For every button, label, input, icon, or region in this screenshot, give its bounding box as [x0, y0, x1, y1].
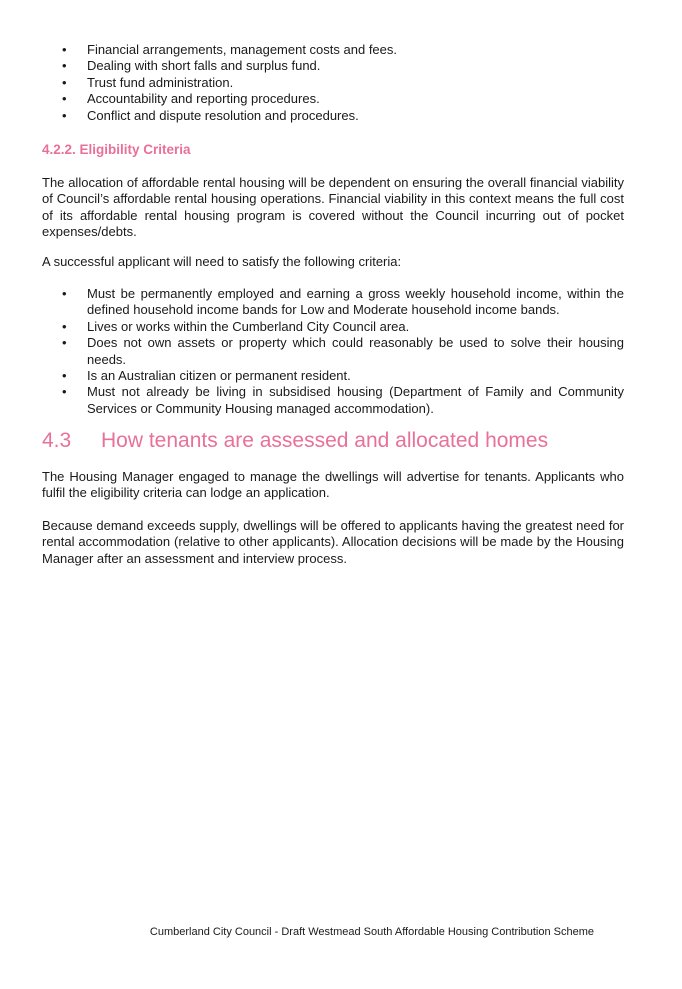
list-item: • Dealing with short falls and surplus fund. — [42, 58, 624, 74]
page-footer: Cumberland City Council - Draft Westmead South Affordable Housing Contribution Scheme — [149, 926, 594, 938]
list-item: • Trust fund administration. — [42, 75, 624, 91]
list-item: • Conflict and dispute resolution and procedures. — [42, 108, 624, 124]
section-title: How tenants are assessed and allocated homes — [101, 429, 549, 452]
list-item: • Accountability and reporting procedures. — [42, 91, 624, 107]
eligibility-criteria-heading: 4.2.2. Eligibility Criteria — [42, 142, 191, 157]
financial-viability-paragraph: The allocation of affordable rental housing will be dependent on ensuring the overall financial viability of Council’s affordable rental housing operations. Financial viability in this context means the full cost of its affordable rental housing program is covered without the Council incurring out of pocket expenses/debts. — [42, 175, 624, 240]
list-item: • Financial arrangements, management costs and fees. — [42, 42, 624, 58]
list-item: • Does not own assets or property which could reasonably be used to solve their housing needs. — [42, 335, 624, 368]
housing-manager-paragraph: The Housing Manager engaged to manage the dwellings will advertise for tenants. Applicants who fulfil the eligibility criteria can lodge an application. — [42, 469, 624, 501]
eligibility-criteria-list — [42, 286, 624, 417]
list-item: • Lives or works within the Cumberland City Council area. — [42, 319, 624, 335]
financial-bullet-list — [42, 42, 624, 124]
criteria-intro-paragraph: A successful applicant will need to satisfy the following criteria: — [42, 254, 402, 269]
list-item: • Must be permanently employed and earning a gross weekly household income, within the defined household income bands for Low and Moderate household income bands. — [42, 286, 624, 319]
section-number: 4.3 — [42, 429, 72, 452]
list-item: • Must not already be living in subsidised housing (Department of Family and Community Services or Community Housing managed accommodation). — [42, 384, 624, 417]
section-heading — [42, 427, 548, 455]
list-item: • Is an Australian citizen or permanent resident. — [42, 368, 624, 384]
allocation-paragraph: Because demand exceeds supply, dwellings will be offered to applicants having the greatest need for rental accommodation (relative to other applicants). Allocation decisions will be made by the Housing Manager after an assessment and interview process. — [42, 518, 624, 566]
